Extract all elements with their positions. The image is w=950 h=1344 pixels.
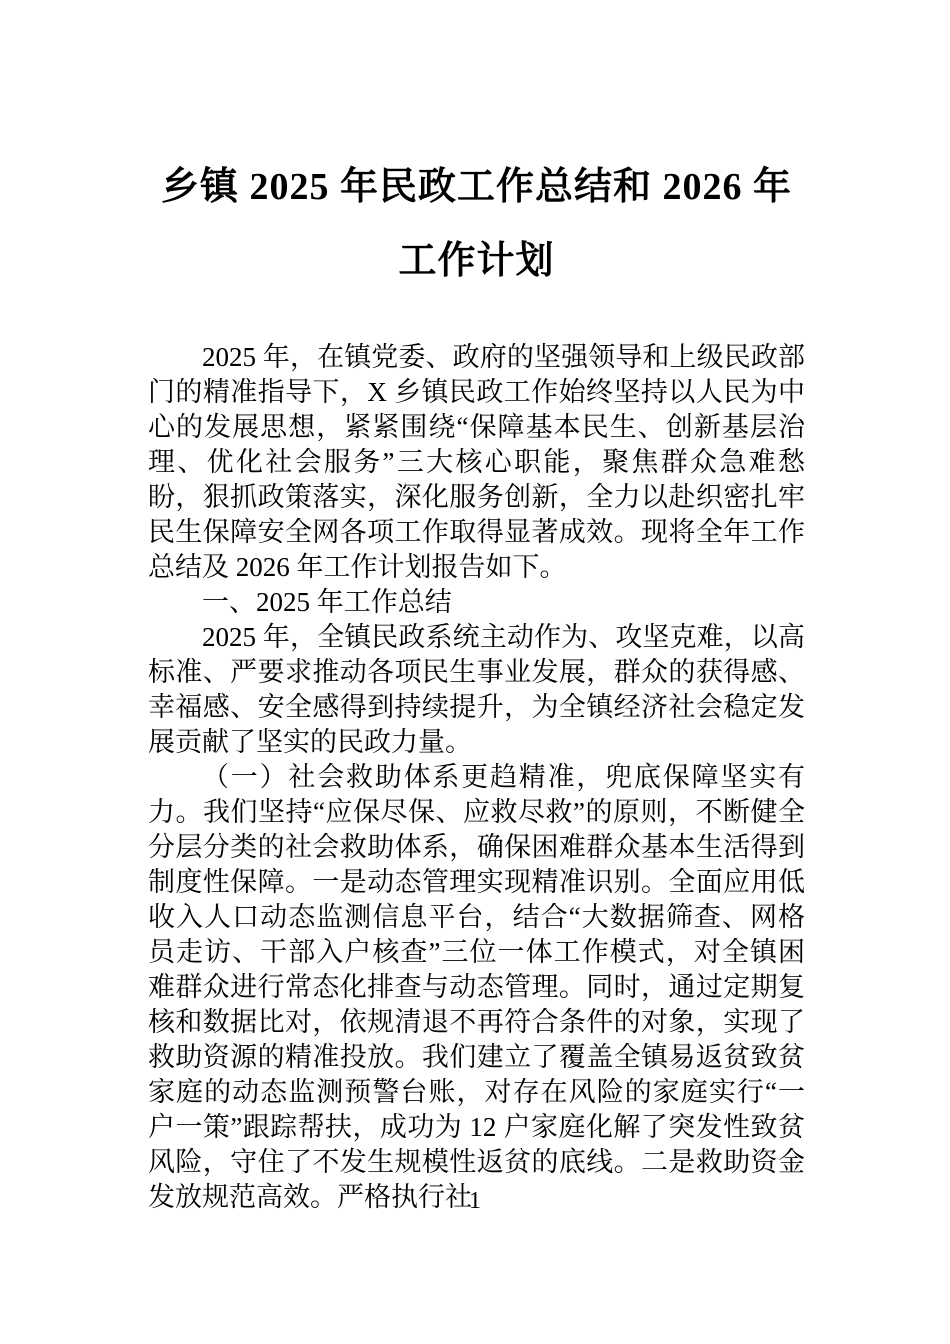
- paragraph-overview: 2025 年，全镇民政系统主动作为、攻坚克难，以高标准、严要求推动各项民生事业发展，群众的获得感、幸福感、安全感得到持续提升，为全镇经济社会稳定发展贡献了坚实的民政力量。: [148, 622, 805, 758]
- page-footer: [0, 1188, 950, 1215]
- page-number: 1: [469, 1188, 481, 1214]
- section-heading-2025-work-summary: 一、2025 年工作总结: [202, 587, 452, 618]
- paragraph-intro: 2025 年，在镇党委、政府的坚强领导和上级民政部门的精准指导下，X 乡镇民政工作始终坚持以人民为中心的发展思想，紧紧围绕“保障基本民生、创新基层治理、优化社会服务”三大核心职能，聚焦群众急难愁盼，狠抓政策落实，深化服务创新，全力以赴织密扎牢民生保障安全网各项工作取得显著成效。现将全年工作总结及 2026 年工作计划报告如下。: [148, 342, 805, 583]
- document-body: [148, 340, 805, 1215]
- paragraph-social-assistance: （一）社会救助体系更趋精准，兜底保障坚实有力。我们坚持“应保尽保、应救尽救”的原则，不断健全分层分类的社会救助体系，确保困难群众基本生活得到制度性保障。一是动态管理实现精准识别。全面应用低收入人口动态监测信息平台，结合“大数据筛查、网格员走访、干部入户核查”三位一体工作模式，对全镇困难群众进行常态化排查与动态管理。同时，通过定期复核和数据比对，依规清退不再符合条件的对象，实现了救助资源的精准投放。我们建立了覆盖全镇易返贫致贫家庭的动态监测预警台账，对存在风险的家庭实行“一户一策”跟踪帮扶，成功为 12 户家庭化解了突发性致贫风险，守住了不发生规模性返贫的底线。二是救助资金发放规范高效。严格执行社: [148, 762, 805, 1213]
- document-title: 乡镇 2025 年民政工作总结和 2026 年工作计划: [160, 166, 792, 283]
